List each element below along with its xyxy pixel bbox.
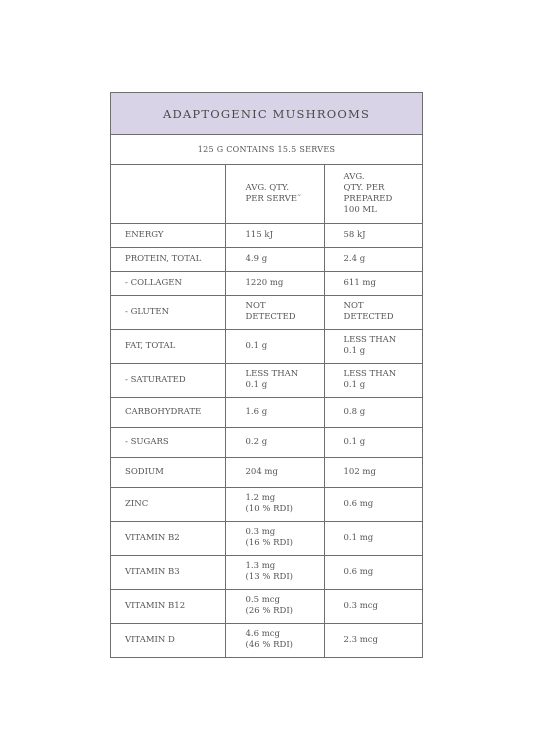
- table-row: [111, 397, 422, 427]
- nutrient-name: ZINC: [111, 487, 225, 521]
- per-100ml-value: 58 kJ: [324, 223, 422, 247]
- table-row: [111, 555, 422, 589]
- per-100ml-value: 2.4 g: [324, 247, 422, 271]
- per-serve-value: 1.3 mg (13 % RDI): [225, 555, 324, 589]
- table-row: [111, 623, 422, 657]
- nutrient-name: SODIUM: [111, 457, 225, 487]
- header-nutrient: [111, 165, 225, 223]
- table-row: [111, 271, 422, 295]
- per-100ml-value: 0.1 g: [324, 427, 422, 457]
- per-serve-value: LESS THAN 0.1 g: [225, 363, 324, 397]
- table-row: [111, 363, 422, 397]
- nutrient-name: - SATURATED: [111, 363, 225, 397]
- per-serve-value: 0.2 g: [225, 427, 324, 457]
- per-100ml-value: 0.6 mg: [324, 487, 422, 521]
- per-100ml-value: 0.3 mcg: [324, 589, 422, 623]
- per-serve-value: 204 mg: [225, 457, 324, 487]
- per-serve-value: NOT DETECTED: [225, 295, 324, 329]
- per-100ml-value: NOT DETECTED: [324, 295, 422, 329]
- table-row: [111, 589, 422, 623]
- table-row: [111, 427, 422, 457]
- nutrient-name: VITAMIN B3: [111, 555, 225, 589]
- nutrient-name: - SUGARS: [111, 427, 225, 457]
- per-serve-value: 4.6 mcg (46 % RDI): [225, 623, 324, 657]
- nutrition-panel: [110, 92, 423, 658]
- table-row: [111, 295, 422, 329]
- per-100ml-value: 102 mg: [324, 457, 422, 487]
- per-100ml-value: 0.8 g: [324, 397, 422, 427]
- table-row: [111, 329, 422, 363]
- per-100ml-value: 611 mg: [324, 271, 422, 295]
- serves-line: 125 G CONTAINS 15.5 SERVES: [111, 135, 422, 165]
- nutrient-name: ENERGY: [111, 223, 225, 247]
- per-100ml-value: 0.1 mg: [324, 521, 422, 555]
- nutrient-name: VITAMIN B2: [111, 521, 225, 555]
- table-header-row: [111, 165, 422, 223]
- table-row: [111, 223, 422, 247]
- per-100ml-value: LESS THAN 0.1 g: [324, 363, 422, 397]
- nutrient-name: VITAMIN D: [111, 623, 225, 657]
- per-serve-value: 0.5 mcg (26 % RDI): [225, 589, 324, 623]
- per-serve-value: 115 kJ: [225, 223, 324, 247]
- panel-title: ADAPTOGENIC MUSHROOMS: [111, 93, 422, 135]
- nutrient-name: PROTEIN, TOTAL: [111, 247, 225, 271]
- per-100ml-value: 2.3 mcg: [324, 623, 422, 657]
- per-serve-value: 0.3 mg (16 % RDI): [225, 521, 324, 555]
- header-per-100ml: AVG. QTY. PER PREPARED 100 ML: [324, 165, 422, 223]
- per-100ml-value: LESS THAN 0.1 g: [324, 329, 422, 363]
- nutrient-name: VITAMIN B12: [111, 589, 225, 623]
- per-serve-value: 4.9 g: [225, 247, 324, 271]
- per-serve-value: 1.2 mg (10 % RDI): [225, 487, 324, 521]
- header-per-serve: AVG. QTY. PER SERVE˜: [225, 165, 324, 223]
- per-serve-value: 1.6 g: [225, 397, 324, 427]
- per-serve-value: 0.1 g: [225, 329, 324, 363]
- table-row: [111, 521, 422, 555]
- nutrient-name: FAT, TOTAL: [111, 329, 225, 363]
- per-100ml-value: 0.6 mg: [324, 555, 422, 589]
- nutrient-name: CARBOHYDRATE: [111, 397, 225, 427]
- nutrient-name: - GLUTEN: [111, 295, 225, 329]
- nutrition-table: [111, 165, 422, 657]
- table-row: [111, 457, 422, 487]
- nutrient-name: - COLLAGEN: [111, 271, 225, 295]
- table-row: [111, 487, 422, 521]
- table-row: [111, 247, 422, 271]
- per-serve-value: 1220 mg: [225, 271, 324, 295]
